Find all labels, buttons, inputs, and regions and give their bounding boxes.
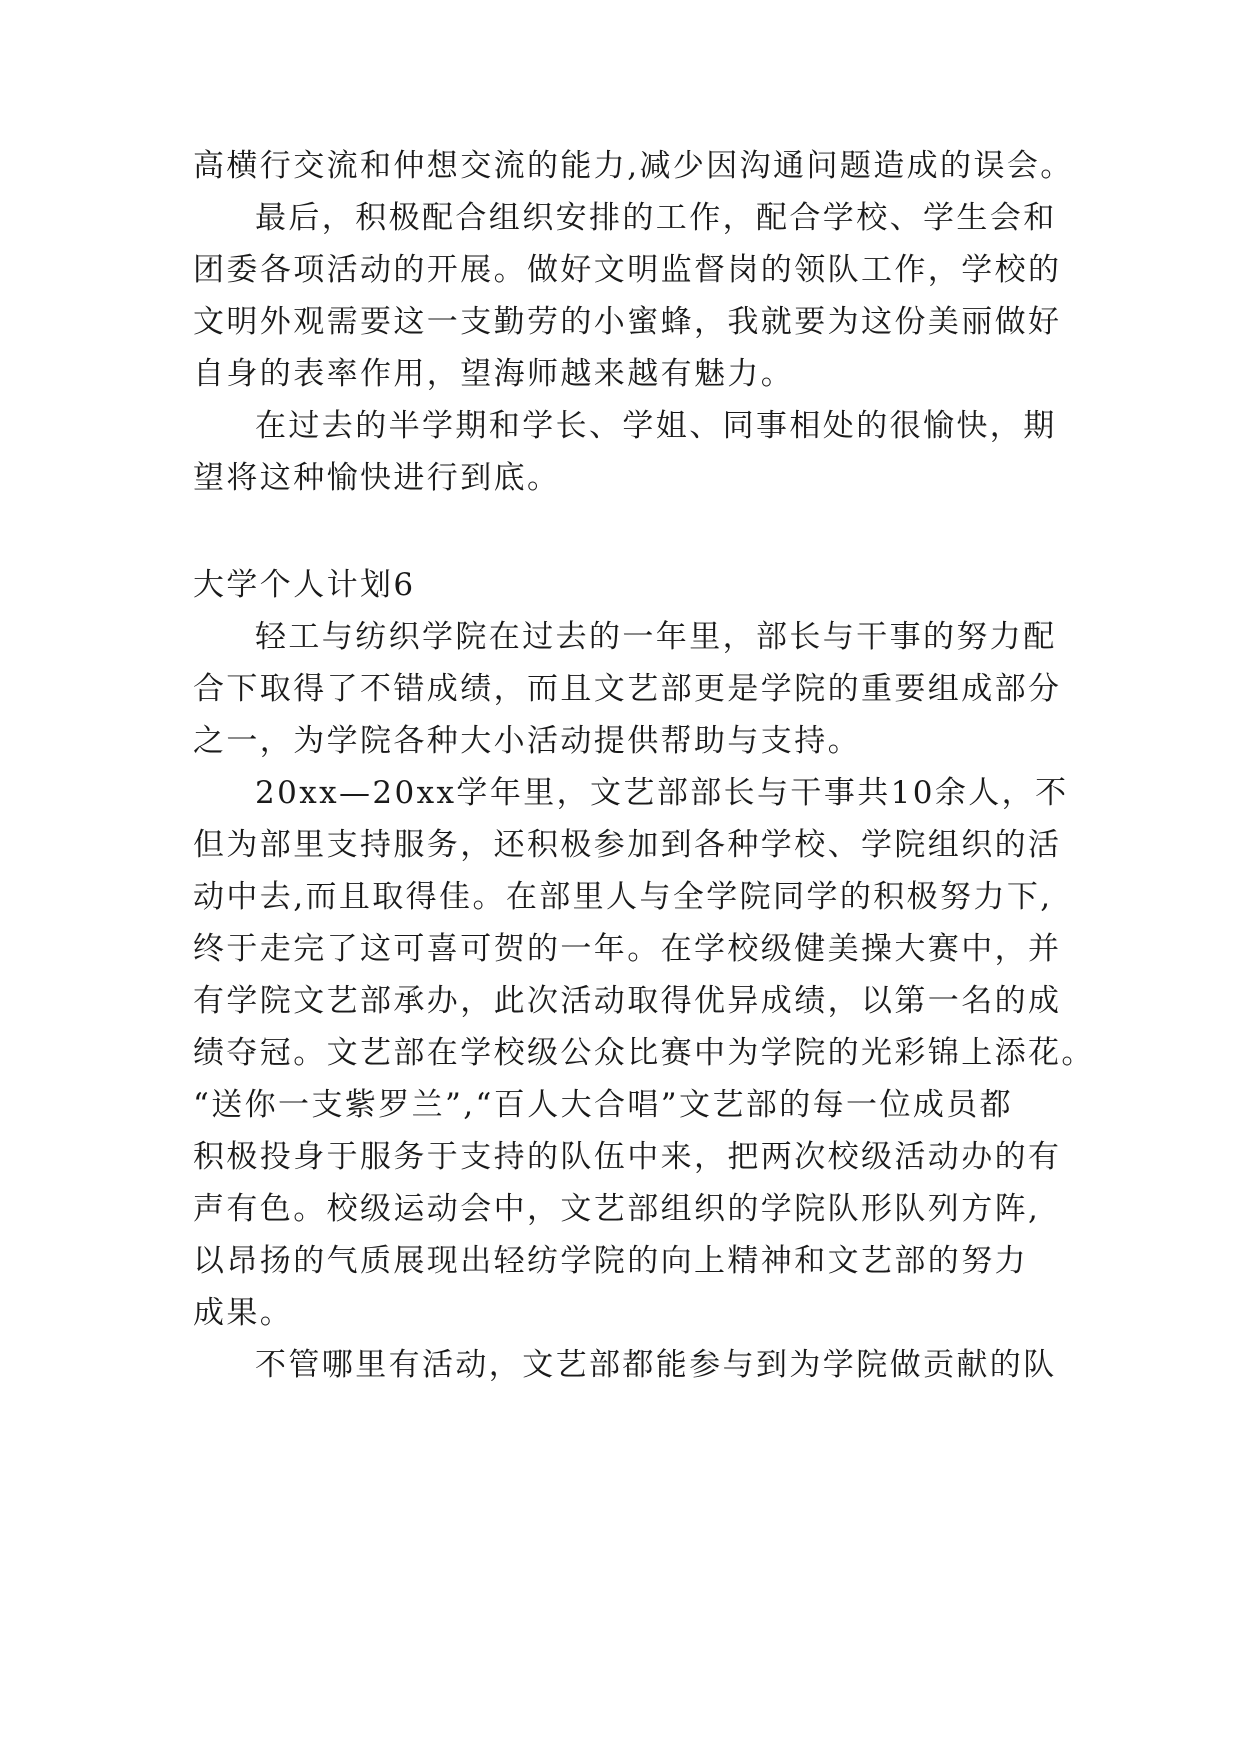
text-line: 最后，积极配合组织安排的工作，配合学校、学生会和	[255, 200, 1057, 236]
text-line: “送你一支紫罗兰”,“百人大合唱”文艺部的每一位成员都	[193, 1087, 1014, 1123]
text-line: 望将这种愉快进行到底。	[193, 460, 561, 496]
text-line: 轻工与纺织学院在过去的一年里，部长与干事的努力配	[255, 619, 1057, 655]
text-line: 20xx—20xx学年里，文艺部部长与干事共10余人，不	[255, 775, 1069, 811]
text-line: 成果。	[193, 1295, 294, 1331]
text-line: 动中去,而且取得佳。在部里人与全学院同学的积极努力下,	[193, 879, 1053, 915]
text-line: 在过去的半学期和学长、学姐、同事相处的很愉快，期	[255, 408, 1057, 444]
text-line: 终于走完了这可喜可贺的一年。在学校级健美操大赛中，并	[193, 931, 1062, 967]
text-line: 之一，为学院各种大小活动提供帮助与支持。	[193, 723, 861, 759]
text-line: 积极投身于服务于支持的队伍中来，把两次校级活动办的有	[193, 1139, 1062, 1175]
text-line: 自身的表率作用，望海师越来越有魅力。	[193, 356, 795, 392]
text-line: 合下取得了不错成绩，而且文艺部更是学院的重要组成部分	[193, 671, 1062, 707]
text-line: 但为部里支持服务，还积极参加到各种学校、学院组织的活	[193, 827, 1062, 863]
text-line: 有学院文艺部承办，此次活动取得优异成绩，以第一名的成	[193, 983, 1062, 1019]
text-line: 文明外观需要这一支勤劳的小蜜蜂，我就要为这份美丽做好	[193, 304, 1062, 340]
section-heading: 大学个人计划6	[193, 567, 416, 603]
text-line: 声有色。校级运动会中，文艺部组织的学院队形队列方阵,	[193, 1191, 1041, 1227]
text-line: 以昂扬的气质展现出轻纺学院的向上精神和文艺部的努力	[193, 1243, 1028, 1279]
text-line: 团委各项活动的开展。做好文明监督岗的领队工作，学校的	[193, 252, 1062, 288]
text-line: 高横行交流和仲想交流的能力,减少因沟通问题造成的误会。	[193, 148, 1074, 184]
text-line: 不管哪里有活动，文艺部都能参与到为学院做贡献的队	[255, 1347, 1057, 1383]
text-line: 绩夺冠。文艺部在学校级公众比赛中为学院的光彩锦上添花。	[193, 1035, 1095, 1071]
